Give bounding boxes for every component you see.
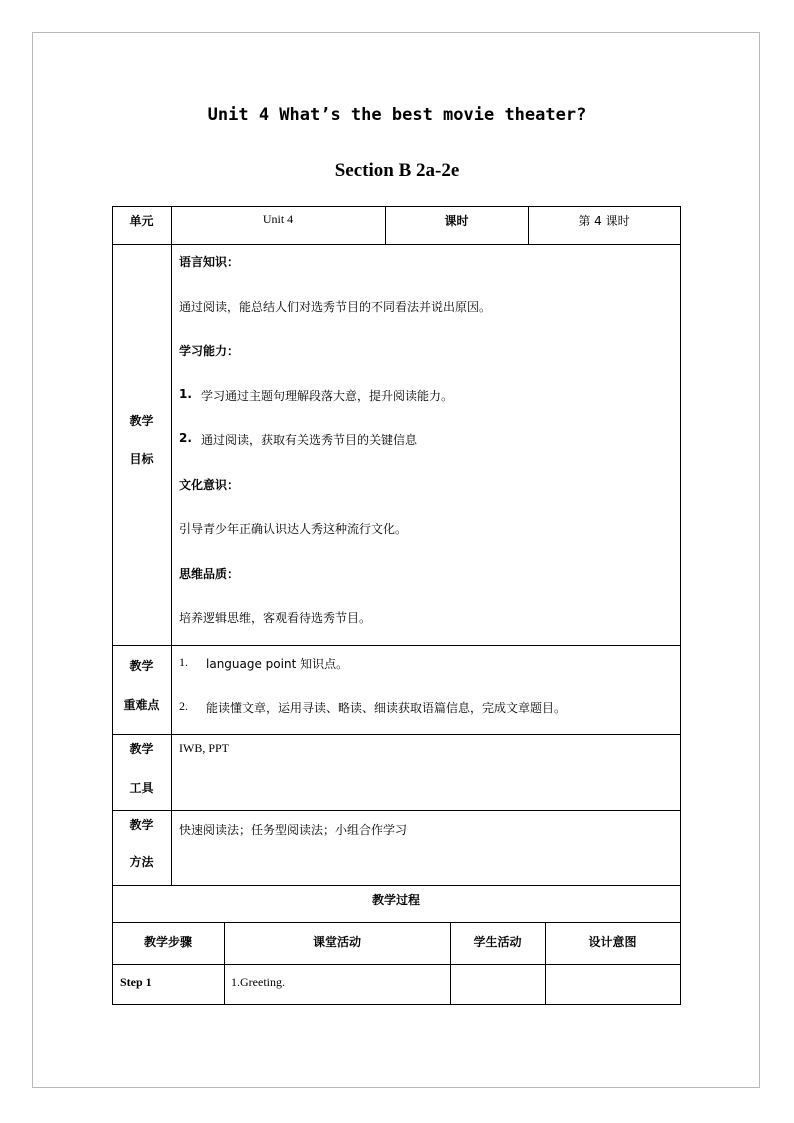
document-subtitle: Section B 2a-2e xyxy=(334,160,460,181)
unit-label: 单元 xyxy=(129,214,154,228)
ability-item1-text: 学习通过主题句理解段落大意，提升阅读能力。 xyxy=(201,389,454,403)
tools-value: IWB, PPT xyxy=(179,741,230,755)
column-header-class-activity: 课堂活动 xyxy=(312,935,361,949)
key-point-2-number: 2. xyxy=(179,699,188,713)
column-header-student-activity: 学生活动 xyxy=(473,935,522,949)
cultural-awareness-text: 引导青少年正确认识达人秀这种流行文化。 xyxy=(179,522,408,536)
period-value: 第 4 课时 xyxy=(578,214,630,228)
thinking-quality-text: 培养逻辑思维，客观看待选秀节目。 xyxy=(179,611,372,625)
document-title: Unit 4 What’s the best movie theater? xyxy=(207,105,587,125)
thinking-quality-heading: 思维品质： xyxy=(179,567,240,581)
methods-value: 快速阅读法；任务型阅读法；小组合作学习 xyxy=(179,823,408,837)
column-header-design-intent: 设计意图 xyxy=(588,935,637,949)
key-point-1-text: language point 知识点。 xyxy=(206,657,349,671)
language-knowledge-heading: 语言知识： xyxy=(179,255,240,269)
key-point-2-text: 能读懂文章，运用寻读、略读、细读获取语篇信息，完成文章题目。 xyxy=(206,701,567,715)
period-label: 课时 xyxy=(444,214,469,228)
ability-item2-text: 通过阅读，获取有关选秀节目的关键信息 xyxy=(201,433,418,447)
key-points-label-line1: 教学 xyxy=(129,659,154,673)
process-row-activity: 1.Greeting. xyxy=(231,975,285,989)
methods-label-line2: 方法 xyxy=(129,855,154,869)
cultural-awareness-heading: 文化意识： xyxy=(179,478,240,492)
learning-ability-heading: 学习能力： xyxy=(179,344,240,358)
objectives-label-line2: 目标 xyxy=(129,452,154,466)
methods-label-line1: 教学 xyxy=(129,818,154,832)
language-knowledge-text: 通过阅读，能总结人们对选秀节目的不同看法并说出原因。 xyxy=(179,300,492,314)
process-heading: 教学过程 xyxy=(371,893,420,907)
column-header-step: 教学步骤 xyxy=(143,935,192,949)
key-points-label-line2: 重难点 xyxy=(123,698,160,712)
process-row-step: Step 1 xyxy=(120,975,152,989)
objectives-label-line1: 教学 xyxy=(129,414,154,428)
ability-item1-number: 1. xyxy=(179,387,192,401)
key-point-1-number: 1. xyxy=(179,655,188,669)
tools-label-line1: 教学 xyxy=(129,742,154,756)
tools-label-line2: 工具 xyxy=(129,781,154,795)
ability-item2-number: 2. xyxy=(179,431,192,445)
unit-value: Unit 4 xyxy=(262,212,294,226)
